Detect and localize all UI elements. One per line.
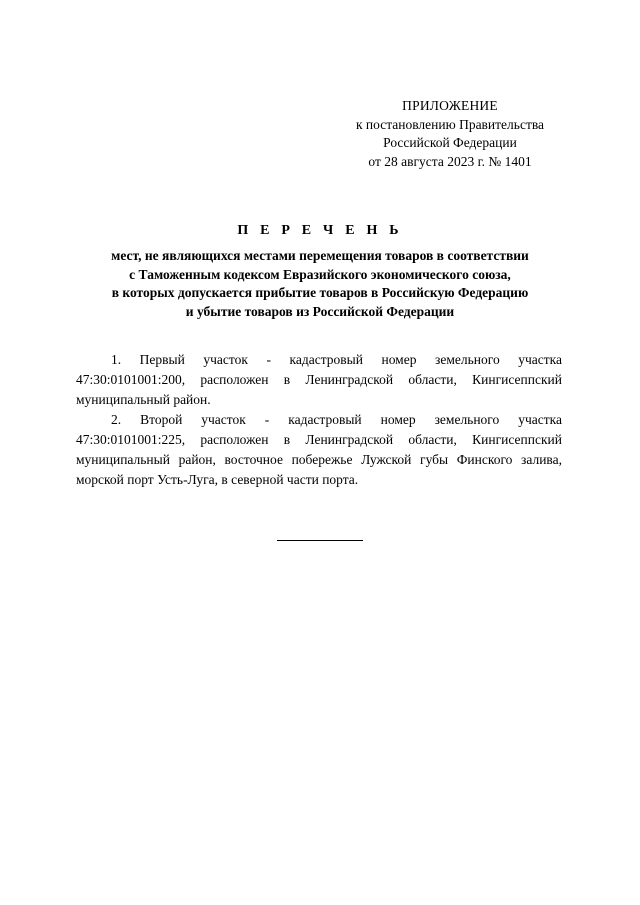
list-item: 1. Первый участок - кадастровый номер земельного участка 47:30:0101001:200, расположен в Ленинградской области, Кингисеппский муниципальный район. bbox=[76, 352, 562, 407]
appendix-heading: ПРИЛОЖЕНИЕ bbox=[402, 98, 498, 113]
item-list bbox=[76, 350, 562, 490]
end-divider bbox=[277, 540, 363, 541]
subtitle-line: мест, не являющихся местами перемещения товаров в соответствии bbox=[111, 248, 529, 263]
subtitle-line: с Таможенным кодексом Евразийского экономического союза, bbox=[129, 266, 511, 282]
appendix-block bbox=[330, 97, 570, 171]
appendix-line: к постановлению Правительства bbox=[355, 116, 545, 132]
subtitle-line: в которых допускается прибытие товаров в Российскую Федерацию bbox=[111, 285, 529, 300]
subtitle-line: и убытие товаров из Российской Федерации bbox=[185, 303, 455, 319]
title-block bbox=[60, 223, 580, 321]
appendix-date-line: от 28 августа 2023 г. № 1401 bbox=[368, 153, 532, 169]
document-title: П Е Р Е Ч Е Н Ь bbox=[237, 223, 403, 238]
appendix-line: Российской Федерации bbox=[383, 135, 517, 150]
list-item: 2. Второй участок - кадастровый номер земельного участка 47:30:0101001:225, расположен в Ленинградской области, Кингисеппский муниципальный район, восточное побережье Лужской губы Финского залива, морской порт Усть-Луга, в северной части порта. bbox=[76, 412, 562, 487]
